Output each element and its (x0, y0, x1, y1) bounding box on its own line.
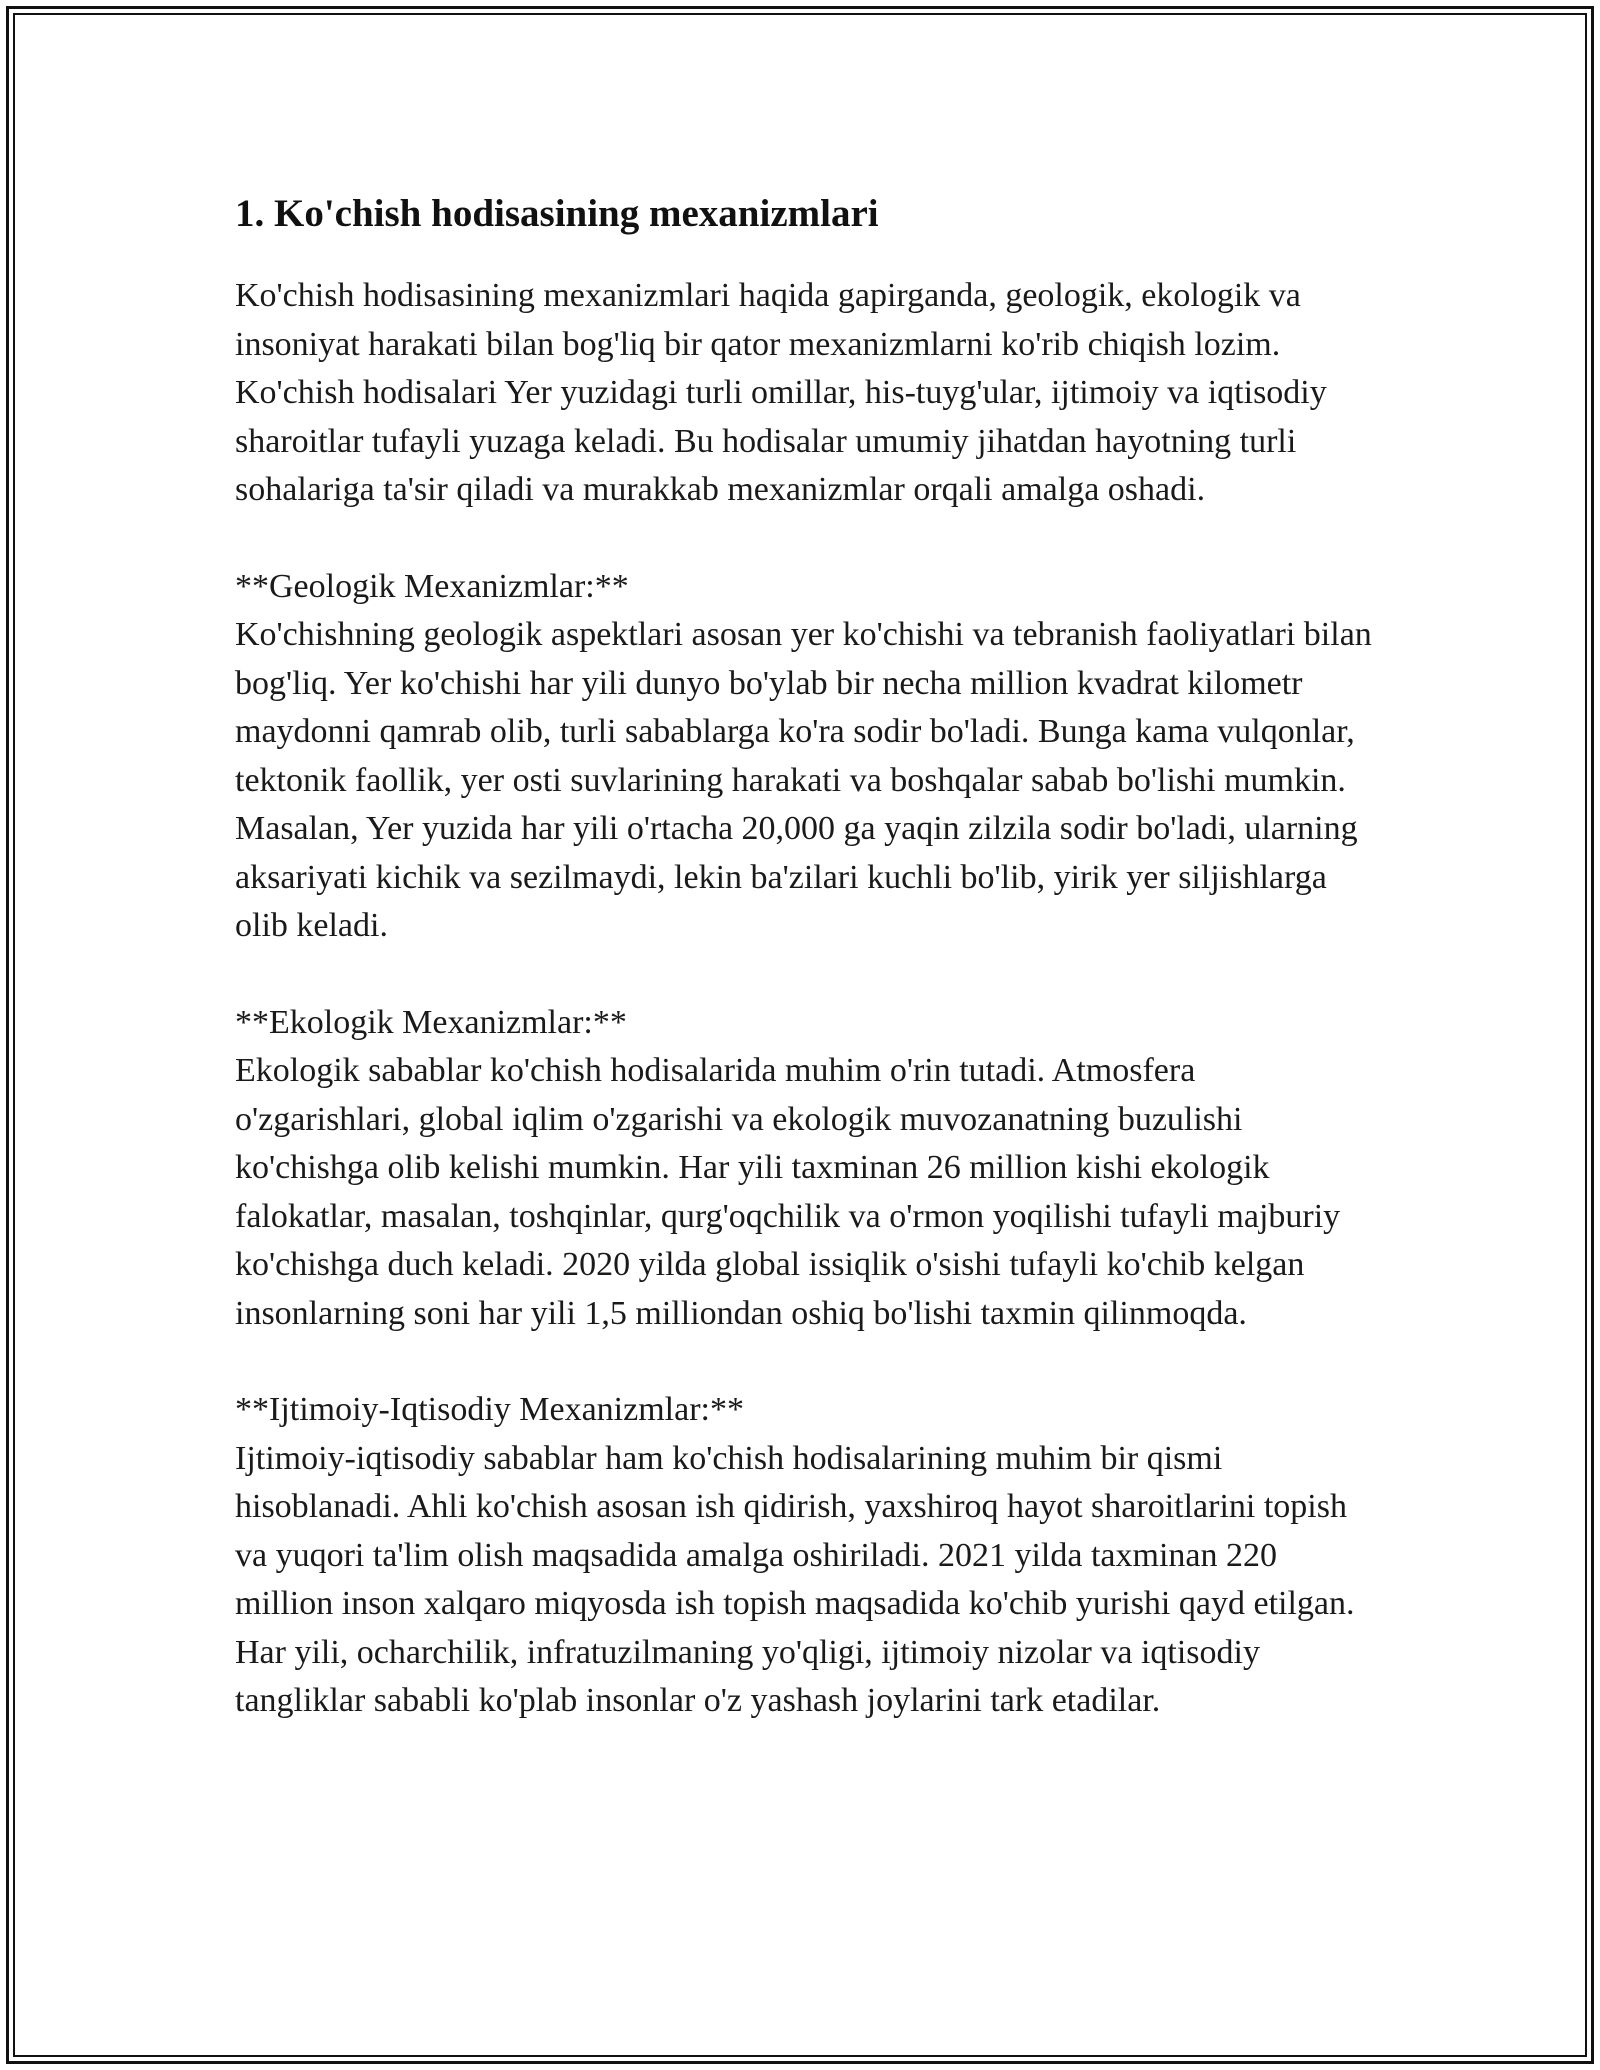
intro-paragraph: Ko'chish hodisasining mexanizmlari haqida gapirganda, geologik, ekologik va insoniyat harakati bilan bog'liq bir qator mexanizmlarni ko'rib chiqish lozim. Ko'chish hodisalari Yer yuzidagi turli omillar, his-tuyg'ular, ijtimoiy va iqtisodiy sharoitlar tufayli yuzaga keladi. Bu hodisalar umumiy jihatdan hayotning turli sohalariga ta'sir qiladi va murakkab mexanizmlar orqali amalga oshadi. (235, 277, 1327, 508)
page-title: 1. Ko'chish hodisasining mexanizmlari (235, 192, 879, 235)
section-ekologik (235, 999, 1375, 1339)
section-heading-ekologik: **Ekologik Mexanizmlar:** (235, 1003, 627, 1041)
section-body-ekologik: Ekologik sabablar ko'chish hodisalarida muhim o'rin tutadi. Atmosfera o'zgarishlari, global iqlim o'zgarishi va ekologik muvozanatning buzulishi ko'chishga olib kelishi mumkin. Har yili taxminan 26 million kishi ekologik falokatlar, masalan, toshqinlar, qurg'oqchilik va o'rmon yoqilishi tufayli majburiy ko'chishga duch keladi. 2020 yilda global issiqlik o'sishi tufayli ko'chib kelgan insonlarning soni har yili 1,5 milliondan oshiq bo'lishi taxmin qilinmoqda. (235, 1052, 1341, 1332)
section-ijtimoiy-iqtisodiy (235, 1386, 1375, 1726)
document-body (235, 186, 1375, 1726)
section-heading-ijtimoiy-iqtisodiy: **Ijtimoiy-Iqtisodiy Mexanizmlar:** (235, 1391, 744, 1428)
section-geologik (235, 563, 1375, 951)
section-body-geologik: Ko'chishning geologik aspektlari asosan yer ko'chishi va tebranish faoliyatlari bilan bog'liq. Yer ko'chishi har yili dunyo bo'ylab bir necha million kvadrat kilometr maydonni qamrab olib, turli sabablarga ko'ra sodir bo'ladi. Bunga kama vulqonlar, tektonik faollik, yer osti suvlarining harakati va boshqalar sabab bo'lishi mumkin. Masalan, Yer yuzida har yili o'rtacha 20,000 ga yaqin zilzila sodir bo'ladi, ularning aksariyati kichik va sezilmaydi, lekin ba'zilari kuchli bo'lib, yirik yer siljishlarga olib keladi. (235, 616, 1372, 944)
section-heading-geologik: **Geologik Mexanizmlar:** (235, 567, 629, 605)
section-body-ijtimoiy-iqtisodiy: Ijtimoiy-iqtisodiy sabablar ham ko'chish hodisalarining muhim bir qismi hisoblanadi. Ahli ko'chish asosan ish qidirish, yaxshiroq hayot sharoitlarini topish va yuqori ta'lim olish maqsadida amalga oshiriladi. 2021 yilda taxminan 220 million inson xalqaro miqyosda ish topish maqsadida ko'chib yurishi qayd etilgan. Har yili, ocharchilik, infratuzilmaning yo'qligi, ijtimoiy nizolar va iqtisodiy tangliklar sababli ko'plab insonlar o'z yashash joylarini tark etadilar. (235, 1439, 1355, 1719)
